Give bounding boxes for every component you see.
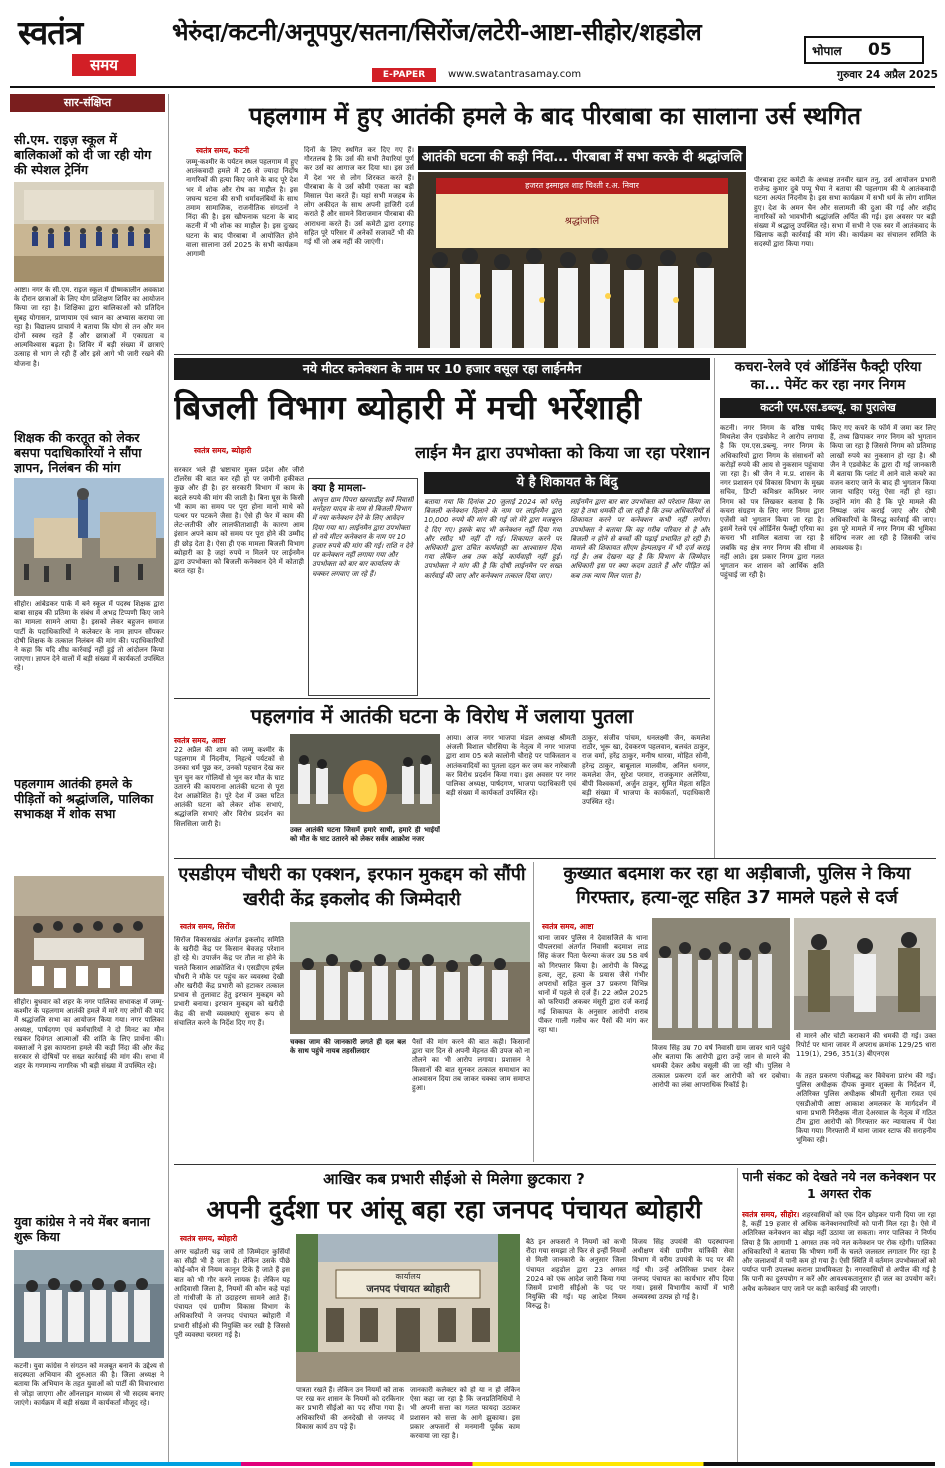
condolence-meeting-photo (14, 876, 164, 994)
right-divider-1 (714, 358, 715, 858)
story2-complaint-text: बताया गया कि दिनांक 20 जुलाई 2024 को घरेलू बिजली कनेक्शन दिलाने के नाम पर लाईनमैन द्वारा 10,000 रुपये की मांग की गई जो मेरे द्वारा मजबूरन दे दिए गए। इसके बाद भी कनेक्शन नहीं दिया गया और रसीद भी नहीं दी गई। शिकायत करने पर अधिकारी द्वारा उचित कार्यवाही का आश्वासन दिया गया लेकिन अब तक कोई कार्यवाही नहीं हुई। उपभोक्ता ने मांग की है कि दोषी लाईनमैन पर सख्त कार्रवाई की जाए और कनेक्शन तत्काल दिया जाए। (424, 498, 562, 580)
story6-arrest-photo (794, 918, 936, 1030)
story5-col-1: सिरोंज विकासखंड अंतर्गत इकलोद समिति के खरीदी केंद्र पर किसान बेवजह परेशान हो रहे थे। उपार्जन केंद्र पर तौल ना होने के चलते किसान आक्रोशित थे। एसडीएम हर्षल चौधरी ने मौके पर पहुंच कर व्यवस्था देखी और खरीदी केंद्र प्रभारी को हटाकर तत्काल प्रभाव से तुलावाट हेतु इरफान मुकद्दम को प्रभारी बनाया। इरफान मुकद्दम को खरीदी केंद्र की सभी व्यवस्थाएं सुचारु रूप से संचालित करने के निर्देश दिए गए हैं। (174, 936, 284, 1027)
story-water (742, 1168, 936, 1462)
story-garbage (720, 358, 936, 858)
story7-headline: अपनी दुर्दशा पर आंसू बहा रहा जनपद पंचायत ब्योहारी (206, 1195, 702, 1224)
story4-col-1: 22 अप्रैल की शाम को जम्मू कश्मीर के पहलगाम में निंदनीय, निहत्थे पर्यटकों से उनका धर्म पूछ कर, उनको पहचान देख कर चुन चुन कर गोलियों से भून कर मौत के घाट उतारने की कायराना आतंकी घटना से पूरा देश आक्रोशित है। पूरे देश में उक्त घटित आतंकी घटना को लेकर शोक सभाएं, श्रद्धांजलि सभाएं और विरोध प्रदर्शन का सिलसिला जारी है। (174, 746, 284, 828)
story2-box (308, 478, 418, 696)
story2-box-text: आवृत्त ग्राम पिपरा खरवाडीह सर्वे निवासी मनोहरा यादव के नाम से बिजली विभाग में नया कनेक्शन देने के लिए आवेदन दिया गया था। लाईनमैन द्वारा उपभोक्ता से नये मीटर कनेक्शन के नाम पर 10 हजार रुपये की मांग की गई। राशि न देने पर कनेक्शन नहीं लगाया गया और उपभोक्ता को बार बार कार्यालय के चक्कर लगवाए जा रहे हैं। (312, 496, 414, 578)
brief-1-text: आष्टा। नगर के सी.एम. राइज स्कूल में ग्रीष्मकालीन अवकाश के दौरान छात्राओं के लिए योग प्रशिक्षण शिविर का आयोजन किया जा रहा है। शिक्षिका द्वारा बालिकाओं को प्रतिदिन सुबह योगासन, प्राणायाम एवं ध्यान का अभ्यास कराया जा रहा है। विद्यालय प्राचार्य ने बताया कि योग से तन और मन दोनों स्वस्थ रहते हैं और छात्राओं में एकाग्रता व आत्मविश्वास बढ़ता है। शिविर में बड़ी संख्या में छात्राएं उत्साह से भाग ले रही हैं और इसे आगे भी जारी रखने की योजना है। (14, 286, 164, 368)
story3-headline: कचरा-रेलवे एवं ऑर्डिनेंस फैक्ट्री एरिया का... पेमेंट कर रहा नगर निगम (734, 359, 922, 393)
story7-col-2: पात्रता रखते हैं। लेकिन उन नियमों को ताक पर रख कर शासन के नियमों को दरकिनार कर प्रभारी सीईओ का पद सौंपा गया है। अधिकारियों की अनदेखी से जनपद में विकास कार्य ठप पड़े हैं। (296, 1386, 404, 1431)
story1-col-1: जम्मू-कश्मीर के पर्यटन स्थल पहलगाम में हुए आतंकवादी हमले में 26 से ज्यादा निर्दोष नागरिकों की हत्या किए जाने के बाद पूरे देश भर में शोक और रोष का माहौल है। इस जघन्य घटना की सभी धर्मावलंबियों के साथ तमाम सामाजिक, राजनीतिक संगठनों ने निंदा की है। इस खौफनाक घटना के बाद कटनी में भी शोक का माहौल है। इस दुःखद घटना के बाद पीरबाबा में आयोजित होने वाला सालाना उर्स 2025 के सभी कार्यक्रम आगामी (186, 158, 298, 259)
story8-body (742, 1210, 936, 1460)
story5-caption: चक्का जाम की जानकारी लगते ही दल बल के साथ पहुंचे नायब तहसीलदार (290, 1038, 406, 1056)
story2-box-title: क्या है मामला- (312, 483, 367, 494)
story6-byline: स्वतंत्र समय, आष्टा (542, 922, 594, 931)
brief-3-headline: पहलगाम आतंकी हमले के पीड़ितों को श्रद्धांजलि, पालिका सभाकक्ष में शोक सभा (14, 776, 154, 821)
story2-headline: बिजली विभाग ब्योहारी में मची भर्रेशाही (174, 388, 642, 427)
story-sdm (174, 862, 530, 1162)
masthead-cities: भेरुंदा/कटनी/अनूपपुर/सतना/सिरोंज/लटेरी-आष्टा-सीहोर/शहडोल (172, 18, 702, 46)
story-janpad (174, 1168, 734, 1462)
story7-office-photo (296, 1234, 520, 1382)
school-yoga-photo (14, 182, 164, 282)
brief-sidebar (10, 94, 165, 1462)
sidebar-title: सार-संक्षिप्त (10, 94, 165, 112)
story7-byline: स्वतंत्र समय, ब्योहारी (180, 1234, 238, 1243)
story2-complaint-bar: ये है शिकायत के बिंदु (424, 472, 710, 494)
story3-col-2: किए गए कचरे के फॉर्म में जमा कर लिए हैं, तथ्य छिपाकर नगर निगम को भुगतान किया जा रहा है जिससे निगम को प्रतिमाह लाखों रुपये का नुकसान हो रहा है। श्री जैन ने एडवोकेट के द्वारा दी गई जानकारी में बताया कि प्लांट में आने वाले कचरे का वजन कराए जाने के बाद ही भुगतान किया जाना चाहिए परंतु ऐसा नहीं हो रहा। उन्होंने मांग की है कि पूरे मामले की निष्पक्ष जांच कराई जाए और दोषी अधिकारियों के विरुद्ध कार्रवाई की जाए। इस पूरे मामले में नगर निगम की भूमिका संदिग्ध नजर आ रही है जिसकी जांच आवश्यक है। (830, 424, 936, 552)
story-arrest (538, 862, 936, 1162)
page-number: 05 (868, 40, 892, 60)
story4-byline: स्वतंत्र समय, आष्टा (174, 736, 226, 745)
sidebar-divider (168, 94, 169, 1462)
story4-headline: पहलगांव में आतंकी घटना के विरोध में जलाया पुतला (250, 704, 634, 728)
masthead-rule (10, 86, 935, 88)
story2-byline: स्वतंत्र समय, ब्योहारी (194, 446, 252, 455)
story4-col-2: आया। आज नगर भाजपा मंडल अध्यक्ष श्रीमती अंजली विशाल चौरसिया के नेतृत्व में नगर भाजपा द्वारा शाम 05 बजे कालोनी चौराहे पर पाकिस्तान व आतंकवादियों का पुतला दहन कर जम कर नारेबाजी कर विरोध प्रदर्शन किया गया। इस अवसर पर नगर पालिका अध्यक्ष, पार्षदगण, भाजपा पदाधिकारी एवं बड़ी संख्या में कार्यकर्ता उपस्थित रहे। (446, 734, 576, 798)
story5-farmers-photo (290, 922, 530, 1034)
story6-crowd-photo (652, 918, 790, 1040)
story6-headline: कुख्यात बदमाश कर रहा था अड़ीबाजी, पुलिस ने किया गिरफ्तार, हत्या-लूट सहित 37 मामले पहले से दर्ज (563, 864, 911, 908)
masthead (0, 0, 945, 86)
story1-col-2: दिनों के लिए स्थगित कर दिए गए हैं। गौरतलब है कि उर्स की सभी तैयारियां पूर्ण कर उर्स का आगाज कर दिया था। इस उर्स में देश भर से लोग शिरकत करते हैं। पीरबाबा के वे उर्स कौमी एकता का बड़ी मिसाल पेश करते हैं। यहां सभी मजहब के लोग अकीदत के साथ अपनी हाजिरी दर्ज कराते हैं और सामने विराजमान पीरबाबा की आराधना करते हैं। उर्स कमेटी द्वारा दरगाह सहित पूरे परिसर में अनेकों सजावटें भी की गई थीं जो अब नहीं की जाएंगी। (304, 146, 414, 247)
story2-complaint-text2: लाईनमैन द्वारा बार बार उपभोक्ता को परेशान किया जा रहा है तथा धमकी दी जा रही है कि उच्च अधिकारियों से शिकायत करने पर कनेक्शन कभी नहीं लगेगा। उपभोक्ता ने बताया कि वह गरीब परिवार से है और बिजली न होने से बच्चों की पढ़ाई प्रभावित हो रही है। मामले की शिकायत सीएम हेल्पलाइन में भी दर्ज कराई गई है। अब देखना यह है कि विभाग के जिम्मेदार अधिकारी इस पर क्या कदम उठाते हैं और पीड़ित को कब तक न्याय मिल पाता है। (570, 498, 710, 580)
issue-date: गुरुवार 24 अप्रैल 2025 (837, 69, 938, 81)
story1-headline: पहलगाम में हुए आतंकी हमले के बाद पीरबाबा का सालाना उर्स स्थगित (249, 102, 861, 130)
story7-photo-label2: जनपद पंचायत ब्योहारी (366, 1284, 450, 1295)
story4-col-3: ठाकुर, संजीव पांचम, धनलक्ष्मी जैन, कमलेश राठौर, भूरू खा, देवकरण पहलवान, बलवंत ठाकुर, राज वर्मा, हरेंद्र ठाकुर, मनीष धारवा, मोहित सोनी, हरेन्द्र ठाकुर, बाबूलाल मालवीय, अनिल धनगर, कमलेश जैन, सुरेश परमार, राजकुमार अलेरिया, बीपी विश्वकर्मा, अर्जुन ठाकुर, सुमित मेहता सहित बड़ी संख्या में भाजपा के कार्यकर्ता, पदाधिकारी उपस्थित रहे। (582, 734, 710, 807)
website-link[interactable]: www.swatantrasamay.com (448, 69, 582, 80)
story3-col-1: कटनी। नगर निगम के वरिष्ठ पार्षद मिथलेश जैन एडवोकेट ने आरोप लगाया है कि एम.एस.डब्ल्यू. नगर निगम के अधिकारियों द्वारा निगम के संसाधनों को करोड़ों रुपये की आय से नुकसान पहुंचाया जा रहा है। श्री जैन ने म.प्र. शासन के नगर प्रशासन एवं विकास विभाग के मुख्य सचिव, डिप्टी कमिश्नर कमिश्नर नगर निगम को पत्र लिखकर बताया है कि कचरा संग्रहण के लिए नगर निगम द्वारा एजेंसी को भुगतान किया जा रहा है। इसमें रेलवे एवं ऑर्डिनेंस फैक्ट्री एरिया का कचरा भी शामिल बताया जा रहा है जबकि यह क्षेत्र नगर निगम की सीमा में नहीं आते। इस प्रकार निगम द्वारा गलत भुगतान कर शासन को आर्थिक क्षति पहुंचाई जा रही है। (720, 424, 824, 580)
story6-col-1: थाना जावर पुलिस ने देवासजिले के थाना पीपलरावां अंतर्गत निवासी बदमाश लाड सिंह कंजर पिता फेरन्या कंजर उम्र 58 वर्ष को गिरफ्तार किया है। आरोपी के विरुद्ध हत्या, लूट, हत्या के प्रयास जैसे गंभीर अपराधों सहित कुल 37 प्रकरण विभिन्न थानों में पहले से दर्ज हैं। 22 अप्रैल 2025 को फरियादी अकबर मंसूरी द्वारा दर्ज कराई गई शिकायत के अनुसार आरोपी शराब पीकर गाली गलौच कर पैसों की मांग कर रहा था। (538, 934, 648, 1035)
story8-headline: पानी संकट को देखते नये नल कनेक्शन पर 1 अगस्त रोक (742, 1169, 936, 1201)
edition-name: भोपाल (812, 44, 842, 58)
story-effigy (174, 702, 710, 854)
logo-top: स्वतंत्र (18, 13, 83, 52)
story6-col-2: विजय सिंह उम्र 70 वर्ष निवासी ग्राम जावर थाने पहुंचे और बताया कि आरोपी द्वारा उन्हें जान से मारने की धमकी देकर अवैध वसूली की जा रही थी। पुलिस ने तत्काल प्रकरण दर्ज कर आरोपी को धर दबोचा। आरोपी का लंबा आपराधिक रिकॉर्ड है। (652, 1044, 790, 1089)
story1-subhead: आतंकी घटना की कड़ी निंदा... पीरबाबा में सभा करके दी श्रद्धांजलि (418, 146, 746, 170)
story1-col-3: पीरबाबा ट्रस्ट कमेटी के अध्यक्ष तनवीर खान तनु, उर्स आयोजन प्रभारी राजेन्द्र कुमार दुबे पप्पू भैया ने बताया की पहलगाम की ये आतंकवादी घटना अत्यंत निंदनीय है। इस सभा कार्यक्रम में सभी धर्म के लोग शामिल हुए। देश के अमन चैन और सलामती की दुआ की गई और शहीद नागरिकों को भावभीनी श्रद्धांजलि अर्पित की गई। इस अवसर पर बड़ी संख्या में श्रद्धालु उपस्थित रहे। सभा में सभी ने एक स्वर में आतंकवाद के खिलाफ कड़ी कार्रवाई की मांग की। कार्यक्रम का संचालन समिति के सदस्यों द्वारा किया गया। (754, 176, 936, 249)
story5-headline: एसडीएम चौधरी का एक्शन, इरफान मुकद्दम को सौंपी खरीदी केंद्र इकलोद की जिम्मेदारी (178, 864, 526, 910)
brief-2-headline: शिक्षक की करतूत को लेकर बसपा पदाधिकारियों ने सौंपा ज्ञापन, निलंबन की मांग (14, 430, 142, 475)
story7-photo-label1: कार्यालय (395, 1272, 421, 1281)
logo-bottom: समय (72, 54, 136, 76)
brief-4-text: कटनी। युवा कांग्रेस ने संगठन को मजबूत बनाने के उद्देश्य से सदस्यता अभियान की शुरुआत की है। जिला अध्यक्ष ने बताया कि अभियान के तहत युवाओं को पार्टी की विचारधारा से जोड़ा जाएगा और ऑनलाइन माध्यम से भी सदस्य बनाए जाएंगे। कार्यक्रम में बड़ी संख्या में कार्यकर्ता मौजूद रहे। (14, 1362, 164, 1407)
rule-2 (174, 698, 710, 699)
mid-divider (533, 862, 534, 1162)
story8-byline: स्वतंत्र समय, सीहोर। (742, 1210, 800, 1219)
story1-tribute-photo (418, 172, 746, 348)
rule-1 (174, 354, 936, 355)
story7-col-1: अगर चढ़ोतरी चढ़ जाये तो जिम्मेदार कुर्सियों का सीढ़ी भी है जाता है। लेकिन उसके पीछे कोई-कौन से नियम कानून टिके हैं जाते हैं इस बात को भी गौर करने लायक है। लेकिन यह आदिवासी जिला है, नियमों की कौन कहे यहां तो गांधीजी के तो उदाहरण सामने आते हैं। पंचायत एवं ग्रामीण विकास विभाग के अधिकारियों ने जनपद पंचायत ब्योहारी में प्रभारी सीईओ की नियुक्ति कर रखी है जिससे पूरी व्यवस्था चरमरा गई है। (174, 1248, 290, 1339)
story7-kicker: आखिर कब प्रभारी सीईओ से मिलेगा छुटकारा ? (323, 1170, 585, 1188)
story7-col-5: विजय सिंह उपयंत्री की पदस्थापना अधीक्षण यंत्री ग्रामीण यांत्रिकी सेवा विभाग में वरीय उपयंत्री के पद पर की गई थी। उन्हें अतिरिक्त प्रभार देकर जनपद पंचायत का कार्यभार सौंप दिया गया। इससे विभागीय कार्यों में भारी अव्यवस्था उत्पन्न हो गई है। (632, 1238, 734, 1302)
story4-caption: उक्त आतंकी घटना जिसमें हमारे साथी, हमारे ही भाईयों को मौत के घाट उतारने को लेकर सर्वत्र आक्रोश नजर (290, 826, 440, 844)
statue-park-photo (14, 478, 164, 596)
rule-3 (174, 858, 936, 859)
brief-3-text: सीहोर। बुधवार को शहर के नगर पालिका सभाकक्ष में जम्मू-कश्मीर के पहलगाम आतंकी हमले में मारे गए लोगों की याद में श्रद्धांजलि सभा का आयोजन किया गया। नगर पालिका अध्यक्ष, पार्षदगण एवं कर्मचारियों ने दो मिनट का मौन रखकर दिवंगत आत्माओं की शांति के लिए प्रार्थना की। वक्ताओं ने इस कायराना हमले की कड़ी निंदा की और केंद्र सरकार से दोषियों पर सख्त कार्रवाई की मांग की। सभा में शहर के गणमान्य नागरिक भी बड़ी संख्या में उपस्थित रहे। (14, 998, 164, 1071)
story5-col-2: पैसों की मांग करने की बात कही। किसानों द्वारा चार दिन से अपनी मेहनत की उपज को ना तौलने का भी आरोप लगाया। प्रशासन ने किसानों की बात सुनकर तत्काल समाधान का आश्वासन दिया तब जाकर चक्का जाम समाप्त हुआ। (412, 1038, 530, 1093)
story2-subhead: लाईन मैन द्वारा उपभोक्ता को किया जा रहा परेशान (415, 443, 710, 462)
story8-text: शहरवासियों को एक दिन छोड़कर पानी दिया जा रहा है, कहीं 19 हजार से अधिक कनेक्शनधारियों को पानी मिल रहा है। ऐसे में अतिरिक्त कनेक्शन का बोझ नहीं उठाया जा सकता। नगर पालिका ने निर्णय लिया है कि आगामी 1 अगस्त तक नये नल कनेक्शन पर रोक रहेगी। पालिका अधिकारियों ने बताया कि भीषण गर्मी के चलते जलस्तर लगातार गिर रहा है और जलाशयों में पानी कम हो गया है। ऐसी स्थिति में वर्तमान उपभोक्ताओं को पर्याप्त पानी उपलब्ध कराना प्राथमिकता है। नगरवासियों से अपील की गई है कि पानी का दुरुपयोग न करें और आवश्यकतानुसार ही जल का उपयोग करें। अवैध कनेक्शन पाए जाने पर कड़ी कार्रवाई की जाएगी। (742, 1211, 936, 1293)
edition-box (804, 36, 924, 64)
story-electricity (174, 358, 710, 698)
story1-byline: स्वतंत्र समय, कटनी (196, 146, 250, 155)
logo (18, 14, 158, 80)
right-divider-2 (737, 1168, 738, 1462)
epaper-strip (372, 68, 792, 82)
story4-effigy-photo (290, 734, 440, 824)
story-pirbaba (174, 94, 936, 352)
epaper-label: E-PAPER (372, 68, 436, 82)
story2-main-text: सरकार भले ही भ्रष्टाचार मुक्त प्रदेश और जीरो टॉलरेंस की बात कर रही हो पर जमीनी हकीकत कुछ और ही है। हर सरकारी विभाग में काम के बदले रुपये की मांग की जाती है। बिना घूस के किसी भी काम का समय पर पूरा होना मानो माथे को पत्थर पर पटकने जैसा है। ऐसे ही फेर में काम की लेट-लतीफी और लालफीताशाही के कारण आम इंसान अपने काम को समय पर पूरा होने की उम्मीद ही छोड़ देता है। ऐसा ही एक मामला बिजली विभाग ब्योहारी का है जहां रुपये न मिलने पर लाईनमैन द्वारा उपभोक्ता को बिजली कनेक्शन देने में कोताही बरत रहा है। (174, 466, 304, 576)
brief-4-headline: युवा कांग्रेस ने नये मेंबर बनाना शुरू किया (14, 1214, 150, 1244)
story1-banner-text: हजरत इस्माइल शाह चिश्ती र.अ. निवार (525, 181, 639, 190)
registration-strip (10, 1462, 935, 1466)
story6-col-3: के तहत प्रकरण पंजीबद्ध कर विवेचना प्रारंभ की गई। पुलिस अधीक्षक दीपक कुमार शुक्ला के निर्देशन में, अतिरिक्त पुलिस अधीक्षक श्रीमती सुनीता रावत एवं एसडीओपी आष्टा आकाश अमलकर के मार्गदर्शन में थाना प्रभारी निरीक्षक नीता देअरवाल के नेतृत्व में गठित टीम द्वारा आरोपी को गिरफ्तार कर न्यायालय में पेश किया गया। गिरफ्तारी में थाना जावर स्टाफ की सराहनीय भूमिका रही। (796, 1072, 936, 1145)
story7-col-4: बैठे इन अफसरों ने नियमों को कभी रौंदा गया समझा तो फिर से इन्हीं नियमों से मिली जानकारी के अनुसार जिला पंचायत शहडोल द्वारा 23 अगस्त 2024 को एक आदेश जारी किया गया जिसमें प्रभारी सीईओ के पद पर नियुक्ति की गई। यह आदेश नियम विरुद्ध है। (526, 1238, 626, 1311)
story5-byline: स्वतंत्र समय, सिरोंज (180, 922, 236, 931)
rule-4 (174, 1164, 936, 1165)
story6-caption: से मारने और चोटी कराकाने की धमकी दी गई। उक्त रिपोर्ट पर थाना जावर में अपराध क्रमांक 129/25 धारा 119(1), 296, 351(3) बीएनएस (796, 1032, 936, 1059)
youth-congress-photo (14, 1250, 164, 1358)
brief-1-headline: सी.एम. राइज़ स्कूल में बालिकाओं को दी जा रही योग की स्पेशल ट्रेनिंग (14, 132, 152, 177)
story3-subhead: कटनी एम.एस.डब्ल्यू. का पुरालेख (720, 398, 936, 418)
svg-text:श्रद्धांजलि: श्रद्धांजलि (564, 216, 600, 227)
story2-topbar: नये मीटर कनेक्शन के नाम पर 10 हजार वसूल रहा लाईनमैन (174, 358, 710, 380)
brief-2-text: सीहोर। आंबेडकर पार्क में बने स्कूल में पदस्थ शिक्षक द्वारा बाबा साहब की प्रतिमा के संबंध में अभद्र टिप्पणी किए जाने का मामला सामने आया है। इसको लेकर बहुजन समाज पार्टी के पदाधिकारियों ने कलेक्टर के नाम ज्ञापन सौंपकर दोषी शिक्षक के तत्काल निलंबन की मांग की। पदाधिकारियों ने कहा कि यदि शीघ्र कार्रवाई नहीं हुई तो आंदोलन किया जाएगा। ज्ञापन देने वालों में बड़ी संख्या में कार्यकर्ता उपस्थित रहे। (14, 600, 164, 673)
story7-col-3: जानकारी कलेक्टर को हो या न हो लेकिन ऐसा कहा जा रहा है कि जनप्रतिनिधियों ने भी अपनी सत्ता का गलत फायदा उठाकर प्रशासन को सत्ता के आगे झुकाया। इस प्रकार अफसरों से मनमानी पूर्वक काम करवाया जा रहा है। (410, 1386, 520, 1441)
